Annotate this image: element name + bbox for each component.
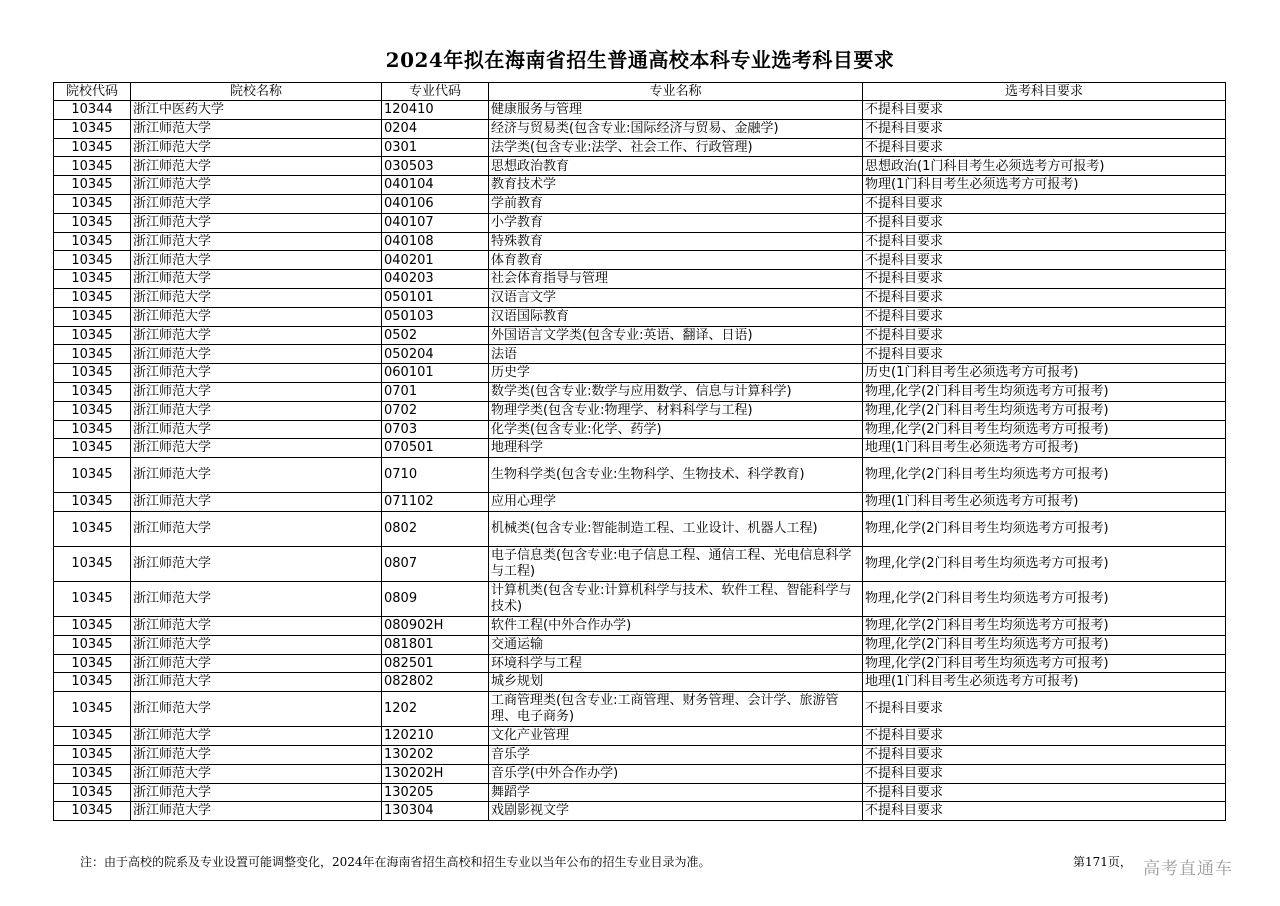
major-name-cell: 经济与贸易类(包含专业:国际经济与贸易、金融学) bbox=[489, 119, 863, 138]
school-name-cell: 浙江师范大学 bbox=[131, 138, 382, 157]
major-name-cell: 社会体育指导与管理 bbox=[489, 270, 863, 289]
subject-requirement-cell: 物理,化学(2门科目考生均须选考方可报考) bbox=[863, 420, 1226, 439]
table-row bbox=[54, 101, 1226, 120]
major-name-cell: 环境科学与工程 bbox=[489, 654, 863, 673]
major-code-cell: 040106 bbox=[382, 194, 489, 213]
major-name-cell: 教育技术学 bbox=[489, 176, 863, 195]
school-name-cell: 浙江师范大学 bbox=[131, 692, 382, 727]
major-code-cell: 040104 bbox=[382, 176, 489, 195]
school-name-cell: 浙江师范大学 bbox=[131, 635, 382, 654]
table-row bbox=[54, 727, 1226, 746]
requirements-table bbox=[53, 82, 1226, 821]
table-row bbox=[54, 119, 1226, 138]
major-name-cell: 软件工程(中外合作办学) bbox=[489, 616, 863, 635]
school-code-cell: 10345 bbox=[54, 176, 131, 195]
subject-requirement-cell: 不提科目要求 bbox=[863, 213, 1226, 232]
subject-requirement-cell: 物理,化学(2门科目考生均须选考方可报考) bbox=[863, 654, 1226, 673]
subject-requirement-cell: 物理,化学(2门科目考生均须选考方可报考) bbox=[863, 616, 1226, 635]
major-code-cell: 082802 bbox=[382, 673, 489, 692]
subject-requirement-cell: 不提科目要求 bbox=[863, 138, 1226, 157]
subject-requirement-cell: 物理(1门科目考生必须选考方可报考) bbox=[863, 176, 1226, 195]
school-name-cell: 浙江师范大学 bbox=[131, 251, 382, 270]
school-code-cell: 10345 bbox=[54, 493, 131, 512]
table-row bbox=[54, 458, 1226, 493]
major-code-cell: 071102 bbox=[382, 493, 489, 512]
school-code-cell: 10345 bbox=[54, 581, 131, 616]
major-code-cell: 080902H bbox=[382, 616, 489, 635]
major-code-cell: 082501 bbox=[382, 654, 489, 673]
school-code-cell: 10345 bbox=[54, 382, 131, 401]
major-code-cell: 130202 bbox=[382, 745, 489, 764]
school-code-cell: 10345 bbox=[54, 692, 131, 727]
school-name-cell: 浙江师范大学 bbox=[131, 401, 382, 420]
watermark-logo: 高考直通车 bbox=[1143, 859, 1233, 879]
table-row bbox=[54, 581, 1226, 616]
subject-requirement-cell: 不提科目要求 bbox=[863, 345, 1226, 364]
school-code-cell: 10345 bbox=[54, 458, 131, 493]
major-name-cell: 应用心理学 bbox=[489, 493, 863, 512]
table-row bbox=[54, 364, 1226, 383]
table-body bbox=[54, 101, 1226, 821]
table-row bbox=[54, 546, 1226, 581]
subject-requirement-cell: 不提科目要求 bbox=[863, 232, 1226, 251]
table-row bbox=[54, 232, 1226, 251]
major-name-cell: 体育教育 bbox=[489, 251, 863, 270]
major-name-cell: 历史学 bbox=[489, 364, 863, 383]
school-code-cell: 10345 bbox=[54, 727, 131, 746]
major-code-cell: 050101 bbox=[382, 288, 489, 307]
school-name-cell: 浙江师范大学 bbox=[131, 802, 382, 821]
subject-requirement-cell: 不提科目要求 bbox=[863, 307, 1226, 326]
subject-requirement-cell: 物理,化学(2门科目考生均须选考方可报考) bbox=[863, 458, 1226, 493]
school-code-cell: 10345 bbox=[54, 270, 131, 289]
footnote: 注：由于高校的院系及专业设置可能调整变化，2024年在海南省招生高校和招生专业以当年公布的招生专业目录为准。 bbox=[80, 855, 711, 869]
subject-requirement-cell: 物理(1门科目考生必须选考方可报考) bbox=[863, 493, 1226, 512]
school-code-cell: 10345 bbox=[54, 635, 131, 654]
major-name-cell: 化学类(包含专业:化学、药学) bbox=[489, 420, 863, 439]
header-school-code: 院校代码 bbox=[54, 83, 131, 101]
major-code-cell: 030503 bbox=[382, 157, 489, 176]
major-name-cell: 工商管理类(包含专业:工商管理、财务管理、会计学、旅游管理、电子商务) bbox=[489, 692, 863, 727]
major-code-cell: 0807 bbox=[382, 546, 489, 581]
school-name-cell: 浙江师范大学 bbox=[131, 307, 382, 326]
major-code-cell: 0301 bbox=[382, 138, 489, 157]
table-row bbox=[54, 326, 1226, 345]
school-name-cell: 浙江师范大学 bbox=[131, 673, 382, 692]
table-row bbox=[54, 439, 1226, 458]
subject-requirement-cell: 物理,化学(2门科目考生均须选考方可报考) bbox=[863, 546, 1226, 581]
school-name-cell: 浙江师范大学 bbox=[131, 364, 382, 383]
school-name-cell: 浙江中医药大学 bbox=[131, 101, 382, 120]
major-code-cell: 050204 bbox=[382, 345, 489, 364]
subject-requirement-cell: 不提科目要求 bbox=[863, 692, 1226, 727]
table-row bbox=[54, 511, 1226, 546]
school-name-cell: 浙江师范大学 bbox=[131, 288, 382, 307]
subject-requirement-cell: 物理,化学(2门科目考生均须选考方可报考) bbox=[863, 401, 1226, 420]
subject-requirement-cell: 不提科目要求 bbox=[863, 270, 1226, 289]
school-code-cell: 10344 bbox=[54, 101, 131, 120]
major-name-cell: 法语 bbox=[489, 345, 863, 364]
major-name-cell: 戏剧影视文学 bbox=[489, 802, 863, 821]
school-name-cell: 浙江师范大学 bbox=[131, 326, 382, 345]
major-code-cell: 0204 bbox=[382, 119, 489, 138]
school-code-cell: 10345 bbox=[54, 401, 131, 420]
school-name-cell: 浙江师范大学 bbox=[131, 194, 382, 213]
school-name-cell: 浙江师范大学 bbox=[131, 745, 382, 764]
school-name-cell: 浙江师范大学 bbox=[131, 270, 382, 289]
school-code-cell: 10345 bbox=[54, 546, 131, 581]
subject-requirement-cell: 不提科目要求 bbox=[863, 326, 1226, 345]
major-name-cell: 外国语言文学类(包含专业:英语、翻译、日语) bbox=[489, 326, 863, 345]
header-subject-requirement: 选考科目要求 bbox=[863, 83, 1226, 101]
school-name-cell: 浙江师范大学 bbox=[131, 439, 382, 458]
table-row bbox=[54, 176, 1226, 195]
school-name-cell: 浙江师范大学 bbox=[131, 493, 382, 512]
subject-requirement-cell: 不提科目要求 bbox=[863, 119, 1226, 138]
header-major-code: 专业代码 bbox=[382, 83, 489, 101]
subject-requirement-cell: 不提科目要求 bbox=[863, 194, 1226, 213]
school-code-cell: 10345 bbox=[54, 439, 131, 458]
table-row bbox=[54, 692, 1226, 727]
major-name-cell: 电子信息类(包含专业:电子信息工程、通信工程、光电信息科学与工程) bbox=[489, 546, 863, 581]
school-code-cell: 10345 bbox=[54, 420, 131, 439]
table-row bbox=[54, 635, 1226, 654]
school-name-cell: 浙江师范大学 bbox=[131, 213, 382, 232]
school-name-cell: 浙江师范大学 bbox=[131, 232, 382, 251]
major-name-cell: 计算机类(包含专业:计算机科学与技术、软件工程、智能科学与技术) bbox=[489, 581, 863, 616]
school-name-cell: 浙江师范大学 bbox=[131, 176, 382, 195]
major-code-cell: 0809 bbox=[382, 581, 489, 616]
major-name-cell: 文化产业管理 bbox=[489, 727, 863, 746]
subject-requirement-cell: 不提科目要求 bbox=[863, 783, 1226, 802]
major-code-cell: 0502 bbox=[382, 326, 489, 345]
major-name-cell: 汉语言文学 bbox=[489, 288, 863, 307]
table-row bbox=[54, 138, 1226, 157]
major-name-cell: 健康服务与管理 bbox=[489, 101, 863, 120]
subject-requirement-cell: 不提科目要求 bbox=[863, 727, 1226, 746]
major-code-cell: 040201 bbox=[382, 251, 489, 270]
school-code-cell: 10345 bbox=[54, 802, 131, 821]
school-name-cell: 浙江师范大学 bbox=[131, 119, 382, 138]
major-code-cell: 120410 bbox=[382, 101, 489, 120]
school-code-cell: 10345 bbox=[54, 654, 131, 673]
table-row bbox=[54, 251, 1226, 270]
major-name-cell: 舞蹈学 bbox=[489, 783, 863, 802]
school-code-cell: 10345 bbox=[54, 119, 131, 138]
school-code-cell: 10345 bbox=[54, 745, 131, 764]
table-row bbox=[54, 673, 1226, 692]
subject-requirement-cell: 不提科目要求 bbox=[863, 288, 1226, 307]
major-code-cell: 120210 bbox=[382, 727, 489, 746]
table-row bbox=[54, 745, 1226, 764]
school-name-cell: 浙江师范大学 bbox=[131, 581, 382, 616]
table-row bbox=[54, 783, 1226, 802]
major-code-cell: 130205 bbox=[382, 783, 489, 802]
school-code-cell: 10345 bbox=[54, 345, 131, 364]
school-code-cell: 10345 bbox=[54, 764, 131, 783]
school-name-cell: 浙江师范大学 bbox=[131, 420, 382, 439]
major-name-cell: 交通运输 bbox=[489, 635, 863, 654]
subject-requirement-cell: 物理,化学(2门科目考生均须选考方可报考) bbox=[863, 581, 1226, 616]
major-name-cell: 物理学类(包含专业:物理学、材料科学与工程) bbox=[489, 401, 863, 420]
major-code-cell: 040108 bbox=[382, 232, 489, 251]
major-code-cell: 040107 bbox=[382, 213, 489, 232]
school-code-cell: 10345 bbox=[54, 673, 131, 692]
subject-requirement-cell: 不提科目要求 bbox=[863, 101, 1226, 120]
major-code-cell: 081801 bbox=[382, 635, 489, 654]
subject-requirement-cell: 物理,化学(2门科目考生均须选考方可报考) bbox=[863, 635, 1226, 654]
school-code-cell: 10345 bbox=[54, 138, 131, 157]
school-name-cell: 浙江师范大学 bbox=[131, 654, 382, 673]
school-code-cell: 10345 bbox=[54, 157, 131, 176]
table-header-row bbox=[54, 83, 1226, 101]
major-name-cell: 法学类(包含专业:法学、社会工作、行政管理) bbox=[489, 138, 863, 157]
school-name-cell: 浙江师范大学 bbox=[131, 511, 382, 546]
major-code-cell: 050103 bbox=[382, 307, 489, 326]
page-title: 2024年拟在海南省招生普通高校本科专业选考科目要求 bbox=[385, 48, 895, 72]
major-name-cell: 思想政治教育 bbox=[489, 157, 863, 176]
major-code-cell: 0701 bbox=[382, 382, 489, 401]
major-code-cell: 130304 bbox=[382, 802, 489, 821]
header-major-name: 专业名称 bbox=[489, 83, 863, 101]
school-code-cell: 10345 bbox=[54, 194, 131, 213]
subject-requirement-cell: 物理,化学(2门科目考生均须选考方可报考) bbox=[863, 511, 1226, 546]
school-code-cell: 10345 bbox=[54, 307, 131, 326]
school-code-cell: 10345 bbox=[54, 783, 131, 802]
header-school-name: 院校名称 bbox=[131, 83, 382, 101]
school-code-cell: 10345 bbox=[54, 251, 131, 270]
school-code-cell: 10345 bbox=[54, 364, 131, 383]
school-code-cell: 10345 bbox=[54, 616, 131, 635]
major-name-cell: 音乐学 bbox=[489, 745, 863, 764]
major-code-cell: 0802 bbox=[382, 511, 489, 546]
table-row bbox=[54, 802, 1226, 821]
major-name-cell: 数学类(包含专业:数学与应用数学、信息与计算科学) bbox=[489, 382, 863, 401]
subject-requirement-cell: 不提科目要求 bbox=[863, 251, 1226, 270]
major-code-cell: 060101 bbox=[382, 364, 489, 383]
major-name-cell: 汉语国际教育 bbox=[489, 307, 863, 326]
table-row bbox=[54, 157, 1226, 176]
major-name-cell: 机械类(包含专业:智能制造工程、工业设计、机器人工程) bbox=[489, 511, 863, 546]
school-name-cell: 浙江师范大学 bbox=[131, 157, 382, 176]
subject-requirement-cell: 地理(1门科目考生必须选考方可报考) bbox=[863, 439, 1226, 458]
table-row bbox=[54, 493, 1226, 512]
page-number: 第171页， bbox=[1073, 855, 1132, 869]
major-code-cell: 130202H bbox=[382, 764, 489, 783]
major-code-cell: 0710 bbox=[382, 458, 489, 493]
major-name-cell: 学前教育 bbox=[489, 194, 863, 213]
major-code-cell: 0703 bbox=[382, 420, 489, 439]
subject-requirement-cell: 不提科目要求 bbox=[863, 802, 1226, 821]
major-name-cell: 音乐学(中外合作办学) bbox=[489, 764, 863, 783]
major-name-cell: 生物科学类(包含专业:生物科学、生物技术、科学教育) bbox=[489, 458, 863, 493]
school-name-cell: 浙江师范大学 bbox=[131, 727, 382, 746]
major-code-cell: 0702 bbox=[382, 401, 489, 420]
table-row bbox=[54, 654, 1226, 673]
major-code-cell: 070501 bbox=[382, 439, 489, 458]
major-name-cell: 小学教育 bbox=[489, 213, 863, 232]
school-name-cell: 浙江师范大学 bbox=[131, 783, 382, 802]
school-code-cell: 10345 bbox=[54, 511, 131, 546]
school-code-cell: 10345 bbox=[54, 288, 131, 307]
school-code-cell: 10345 bbox=[54, 213, 131, 232]
table-row bbox=[54, 194, 1226, 213]
school-name-cell: 浙江师范大学 bbox=[131, 345, 382, 364]
table-row bbox=[54, 288, 1226, 307]
school-name-cell: 浙江师范大学 bbox=[131, 458, 382, 493]
subject-requirement-cell: 物理,化学(2门科目考生均须选考方可报考) bbox=[863, 382, 1226, 401]
table-row bbox=[54, 270, 1226, 289]
major-code-cell: 040203 bbox=[382, 270, 489, 289]
major-name-cell: 特殊教育 bbox=[489, 232, 863, 251]
school-name-cell: 浙江师范大学 bbox=[131, 382, 382, 401]
subject-requirement-cell: 地理(1门科目考生必须选考方可报考) bbox=[863, 673, 1226, 692]
major-name-cell: 地理科学 bbox=[489, 439, 863, 458]
table-row bbox=[54, 213, 1226, 232]
school-name-cell: 浙江师范大学 bbox=[131, 764, 382, 783]
table-row bbox=[54, 382, 1226, 401]
table-row bbox=[54, 307, 1226, 326]
subject-requirement-cell: 不提科目要求 bbox=[863, 764, 1226, 783]
table-row bbox=[54, 616, 1226, 635]
table-row bbox=[54, 401, 1226, 420]
school-code-cell: 10345 bbox=[54, 232, 131, 251]
school-name-cell: 浙江师范大学 bbox=[131, 616, 382, 635]
subject-requirement-cell: 思想政治(1门科目考生必须选考方可报考) bbox=[863, 157, 1226, 176]
subject-requirement-cell: 历史(1门科目考生必须选考方可报考) bbox=[863, 364, 1226, 383]
school-name-cell: 浙江师范大学 bbox=[131, 546, 382, 581]
table-row bbox=[54, 345, 1226, 364]
major-code-cell: 1202 bbox=[382, 692, 489, 727]
table-row bbox=[54, 420, 1226, 439]
major-name-cell: 城乡规划 bbox=[489, 673, 863, 692]
school-code-cell: 10345 bbox=[54, 326, 131, 345]
table-row bbox=[54, 764, 1226, 783]
subject-requirement-cell: 不提科目要求 bbox=[863, 745, 1226, 764]
